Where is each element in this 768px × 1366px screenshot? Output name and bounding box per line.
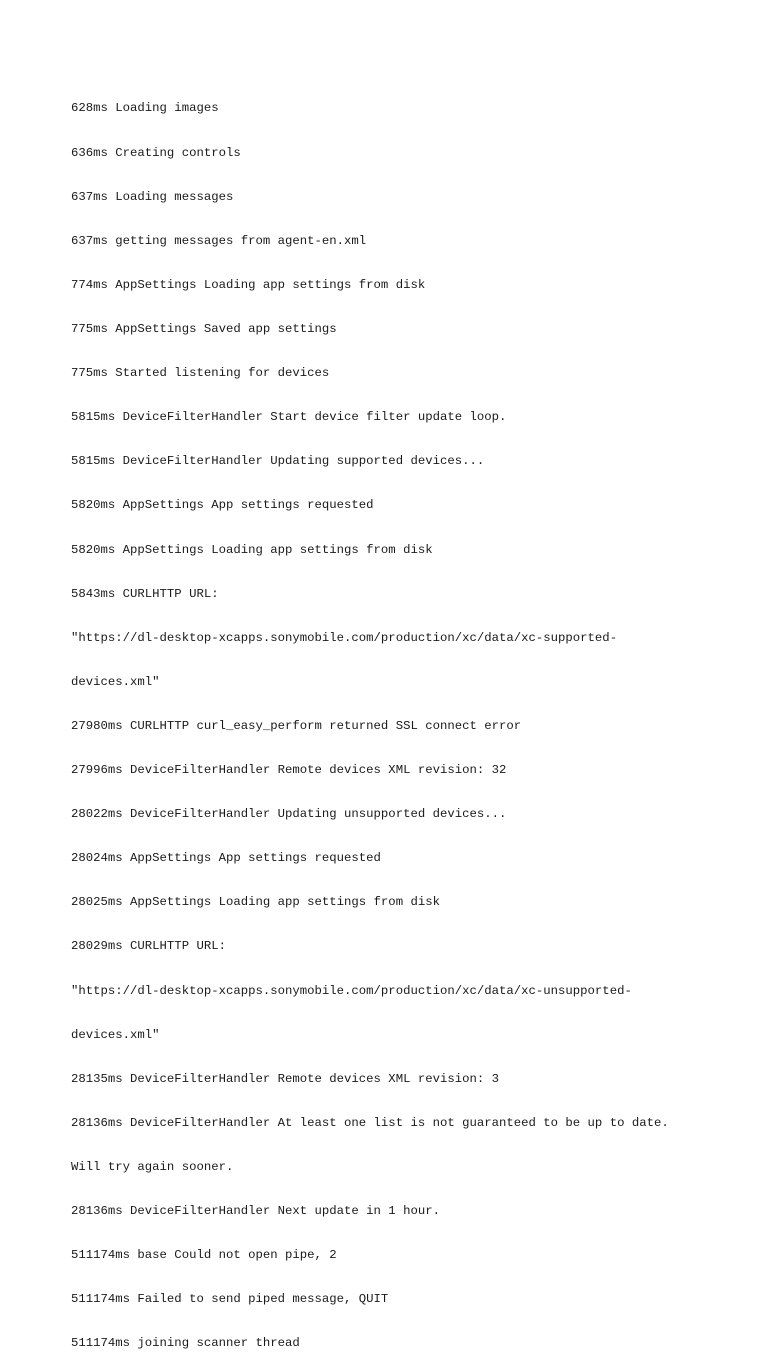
log-line: 28135ms DeviceFilterHandler Remote devices XML revision: 3 (71, 1071, 500, 1086)
log-line: 5815ms DeviceFilterHandler Start device filter update loop. (71, 410, 507, 425)
log-line: "https://dl-desktop-xcapps.sonymobile.com/production/xc/data/xc-unsupported- (71, 983, 632, 998)
log-line: 628ms Loading images (71, 101, 219, 116)
log-line: 637ms Loading messages (71, 189, 234, 204)
log-line: 28022ms DeviceFilterHandler Updating unsupported devices... (71, 807, 507, 822)
log-line: 511174ms joining scanner thread (71, 1336, 300, 1351)
log-line: 5815ms DeviceFilterHandler Updating supported devices... (71, 454, 485, 469)
log-line: 5820ms AppSettings App settings requested (71, 498, 374, 513)
log-line: 775ms Started listening for devices (71, 366, 330, 381)
log-line: devices.xml" (71, 1027, 160, 1042)
log-line: 637ms getting messages from agent-en.xml (71, 233, 367, 248)
log-line: 28136ms DeviceFilterHandler At least one list is not guaranteed to be up to date. (71, 1115, 669, 1130)
log-line: 28024ms AppSettings App settings requested (71, 851, 381, 866)
log-line: 774ms AppSettings Loading app settings from disk (71, 277, 426, 292)
log-line: 775ms AppSettings Saved app settings (71, 321, 337, 336)
log-line: 28025ms AppSettings Loading app settings from disk (71, 895, 440, 910)
log-line: 5843ms CURLHTTP URL: (71, 586, 219, 601)
log-line: 27980ms CURLHTTP curl_easy_perform returned SSL connect error (71, 718, 522, 733)
log-line: 636ms Creating controls (71, 145, 241, 160)
log-line: devices.xml" (71, 674, 160, 689)
log-line: 5820ms AppSettings Loading app settings from disk (71, 542, 433, 557)
log-line: 511174ms Failed to send piped message, QUIT (71, 1292, 389, 1307)
log-line: "https://dl-desktop-xcapps.sonymobile.com/production/xc/data/xc-supported- (71, 630, 618, 645)
log-line: 27996ms DeviceFilterHandler Remote devices XML revision: 32 (71, 763, 507, 778)
log-line: 28029ms CURLHTTP URL: (71, 939, 226, 954)
log-line: 511174ms base Could not open pipe, 2 (71, 1248, 337, 1263)
log-line: Will try again sooner. (71, 1160, 234, 1175)
log-line: 28136ms DeviceFilterHandler Next update in 1 hour. (71, 1204, 440, 1219)
log-output (71, 72, 751, 1366)
